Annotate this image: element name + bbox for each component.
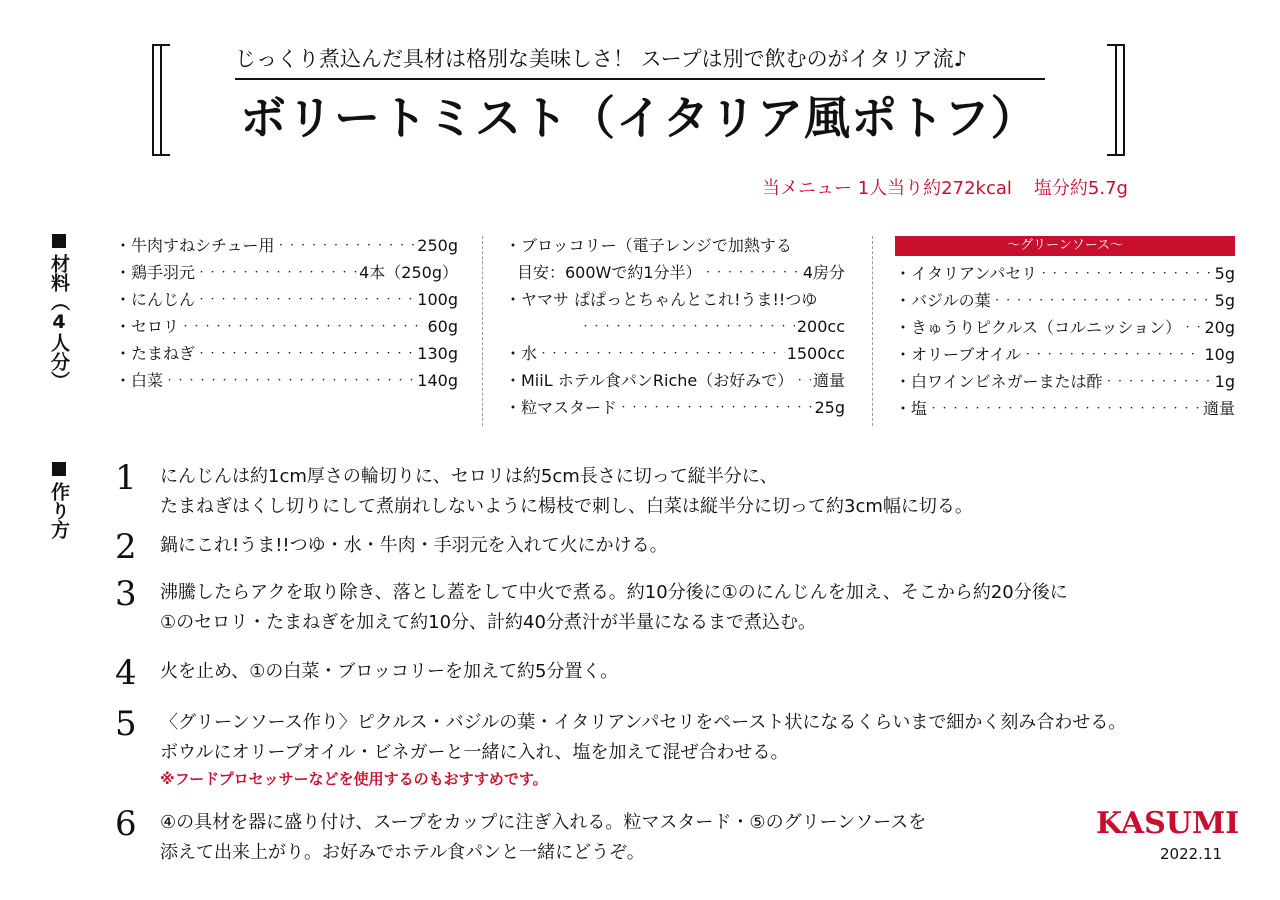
leader-dots <box>197 259 357 286</box>
step-text <box>160 808 926 868</box>
square-bullet-icon <box>52 462 66 476</box>
ingredient-row <box>895 341 1235 368</box>
ingredient-amount: 4房分 <box>802 263 845 282</box>
leader-dots <box>165 367 415 394</box>
leader-dots <box>929 395 1201 422</box>
calories-text: 当メニュー 1人当り約272kcal <box>762 178 1012 199</box>
ingredient-row <box>895 395 1235 422</box>
ingredients-column-2 <box>505 232 845 421</box>
step-text <box>160 462 973 522</box>
green-sauce-header: ～グリーンソース～ <box>895 236 1235 256</box>
leader-dots <box>704 259 801 286</box>
step-line: 添えて出来上がり。お好みでホテル食パンと一緒にどうぞ。 <box>160 842 645 863</box>
step-line: たまねぎはくし切りにして煮崩れしないように楊枝で刺し、白菜は縦半分に切って約3cm幅に切る。 <box>160 496 973 517</box>
ingredient-row <box>505 259 845 286</box>
step-line: 火を止め、①の白菜・ブロッコリーを加えて約5分置く。 <box>160 661 619 682</box>
ingredient-amount: 4本（250g） <box>359 263 458 282</box>
step-number: 3 <box>115 574 137 614</box>
ingredient-name: ・バジルの葉 <box>895 291 991 310</box>
step-text <box>160 578 1068 638</box>
square-bullet-icon <box>52 234 66 248</box>
leader-dots <box>795 367 811 394</box>
step-line: 沸騰したらアクを取り除き、落とし蓋をして中火で煮る。約10分後に①のにんじんを加え、そこから約20分後に <box>160 582 1068 603</box>
ingredient-amount: 10g <box>1204 345 1235 364</box>
step-number: 2 <box>115 527 137 567</box>
ingredient-name: ・牛肉すねシチュー用 <box>115 236 275 255</box>
leader-dots <box>1023 341 1202 368</box>
step-line: にんじんは約1cm厚さの輪切りに、セロリは約5cm長さに切って縦半分に、 <box>160 466 778 487</box>
ingredient-name: ・たまねぎ <box>115 344 196 363</box>
ingredient-amount: 20g <box>1204 318 1235 337</box>
green-sauce-column <box>895 232 1235 422</box>
leader-dots <box>581 313 795 340</box>
right-bracket-decoration <box>1107 44 1125 156</box>
ingredients-section-label: 材料（4人分） <box>46 234 70 390</box>
leader-dots <box>181 313 425 340</box>
ingredient-row <box>505 232 845 259</box>
ingredient-amount: 5g <box>1214 264 1235 283</box>
leader-dots <box>197 286 415 313</box>
nutrition-info <box>762 174 1128 200</box>
method-section-label: 作り方 <box>46 462 70 539</box>
ingredient-row <box>115 340 458 367</box>
salt-text: 塩分約5.7g <box>1033 178 1128 199</box>
ingredient-row <box>505 367 845 394</box>
step-number: 6 <box>115 804 137 844</box>
ingredient-name: ・塩 <box>895 399 928 418</box>
ingredient-row <box>115 367 458 394</box>
leader-dots <box>993 287 1213 314</box>
step-line: ④の具材を器に盛り付け、スープをカップに注ぎ入れる。粒マスタード・⑤のグリーンソースを <box>160 812 927 833</box>
ingredient-name: ・ブロッコリー（電子レンジで加熱する <box>505 236 792 255</box>
ingredient-row <box>505 394 845 421</box>
ingredient-name: ・ヤマサ ぱぱっとちゃんとこれ!うま!!つゆ <box>505 290 818 309</box>
step-number: 4 <box>115 653 137 693</box>
step-number: 1 <box>115 458 137 498</box>
brand-logo: KASUMI <box>1096 806 1240 841</box>
ingredient-name: ・鶏手羽元 <box>115 263 196 282</box>
date-text: 2022.11 <box>1160 845 1223 863</box>
ingredient-amount: 100g <box>417 290 458 309</box>
leader-dots <box>619 394 812 421</box>
leader-dots <box>539 340 785 367</box>
ingredient-row <box>505 340 845 367</box>
column-divider <box>872 236 873 426</box>
leader-dots <box>277 232 416 259</box>
ingredient-row <box>115 232 458 259</box>
ingredient-amount: 5g <box>1214 291 1235 310</box>
step-line: 〈グリーンソース作り〉ピクルス・バジルの葉・イタリアンパセリをペースト状になるくらいまで細かく刻み合わせる。 <box>160 712 1127 733</box>
recipe-subtitle: じっくり煮込んだ具材は格別な美味しさ！ スープは別で飲むのがイタリア流♪ <box>235 44 1045 80</box>
ingredient-amount: 1g <box>1214 372 1235 391</box>
ingredient-name: ・きゅうりピクルス（コルニッション） <box>895 318 1182 337</box>
ingredient-name: ・水 <box>505 344 538 363</box>
left-bracket-decoration <box>152 44 170 156</box>
ingredient-amount: 200cc <box>796 317 845 336</box>
ingredient-row <box>895 260 1235 287</box>
ingredient-row <box>505 313 845 340</box>
ingredient-amount: 130g <box>417 344 458 363</box>
ingredient-amount: 60g <box>427 317 458 336</box>
ingredient-name: ・白菜 <box>115 371 164 390</box>
ingredient-name: ・MiiL ホテル食パンRiche（お好みで） <box>505 371 794 390</box>
leader-dots <box>1183 314 1202 341</box>
ingredient-amount: 適量 <box>812 371 845 390</box>
column-divider <box>482 236 483 426</box>
step-text <box>160 708 1126 790</box>
ingredient-row <box>115 286 458 313</box>
recipe-title: ボリートミスト（イタリア風ポトフ） <box>240 91 1038 145</box>
ingredient-amount: 140g <box>417 371 458 390</box>
ingredient-amount: 250g <box>417 236 458 255</box>
step-line: ①のセロリ・たまねぎを加えて約10分、計約40分煮汁が半量になるまで煮込む。 <box>160 612 816 633</box>
step-line: 鍋にこれ!うま!!つゆ・水・牛肉・手羽元を入れて火にかける。 <box>160 535 668 556</box>
leader-dots <box>1105 368 1213 395</box>
ingredients-column-1 <box>115 232 458 394</box>
ingredient-amount: 適量 <box>1202 399 1235 418</box>
ingredient-name: ・にんじん <box>115 290 196 309</box>
ingredient-name: ・オリーブオイル <box>895 345 1022 364</box>
ingredient-row <box>895 368 1235 395</box>
ingredient-row <box>895 287 1235 314</box>
step-text <box>160 531 668 561</box>
ingredient-name: ・イタリアンパセリ <box>895 264 1038 283</box>
ingredient-name: ・粒マスタード <box>505 398 618 417</box>
step-number: 5 <box>115 704 137 744</box>
leader-dots <box>197 340 415 367</box>
ingredient-row <box>115 259 458 286</box>
ingredient-amount: 25g <box>814 398 845 417</box>
step-text <box>160 657 618 687</box>
ingredient-row <box>895 314 1235 341</box>
ingredient-name: 目安：600Wで約1分半） <box>517 263 702 282</box>
ingredient-row <box>115 313 458 340</box>
ingredient-row <box>505 286 845 313</box>
ingredient-amount: 1500cc <box>786 344 845 363</box>
step-line: ボウルにオリーブオイル・ビネガーと一緒に入れ、塩を加えて混ぜ合わせる。 <box>160 742 789 763</box>
leader-dots <box>1039 260 1212 287</box>
ingredient-name: ・白ワインビネガーまたは酢 <box>895 372 1103 391</box>
ingredient-name: ・セロリ <box>115 317 180 336</box>
step-note: ※フードプロセッサーなどを使用するのもおすすめです。 <box>160 770 548 788</box>
